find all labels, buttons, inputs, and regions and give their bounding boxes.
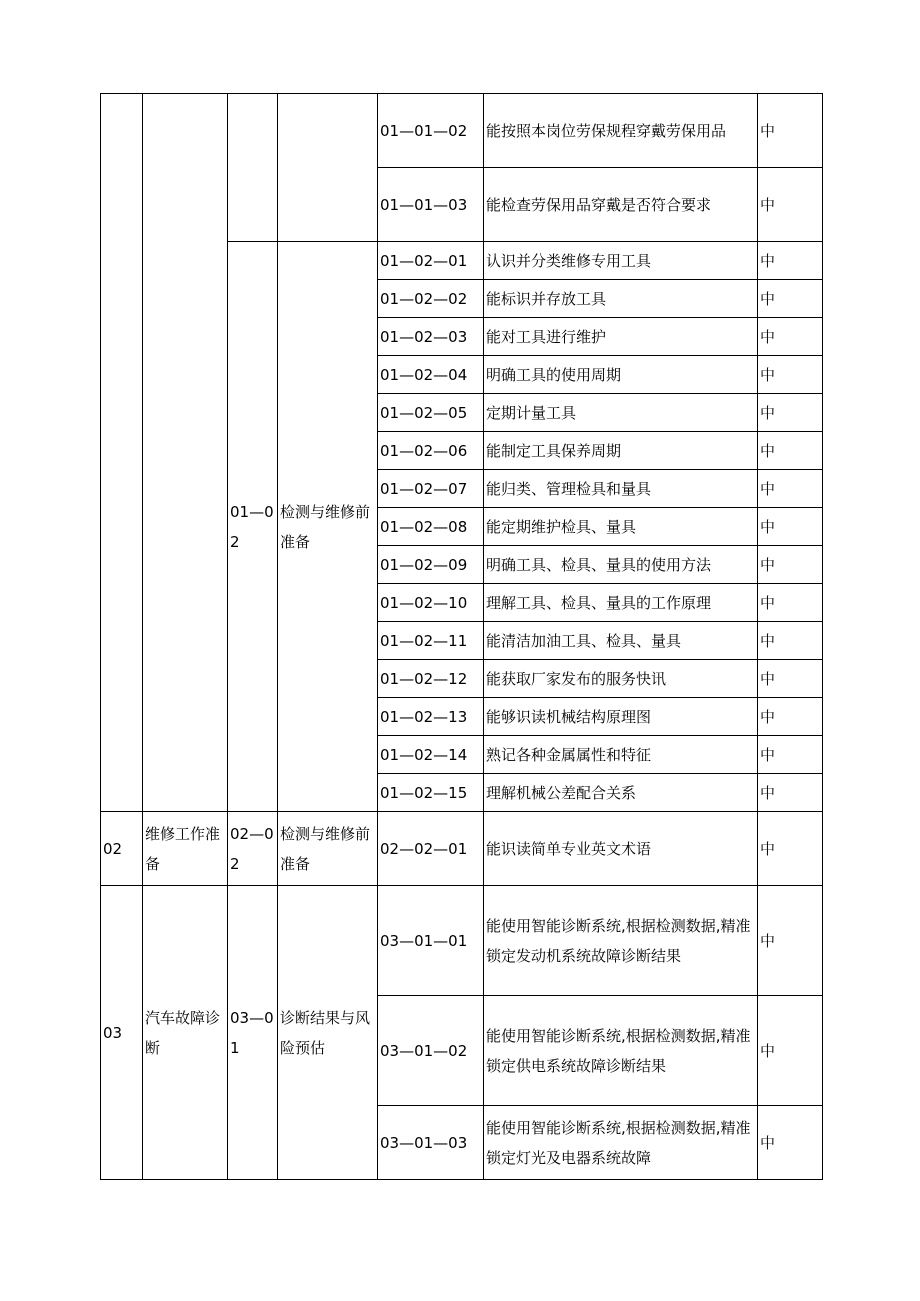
item-desc: 认识并分类维修专用工具 <box>484 242 758 280</box>
module-name-cell: 维修工作准备 <box>143 812 228 886</box>
item-code: 03—01—02 <box>378 996 484 1106</box>
item-level: 中 <box>758 546 823 584</box>
item-code: 02—02—01 <box>378 812 484 886</box>
item-desc: 能使用智能诊断系统,根据检测数据,精准锁定发动机系统故障诊断结果 <box>484 886 758 996</box>
unit-name-cell: 诊断结果与风险预估 <box>278 886 378 1180</box>
item-desc: 能使用智能诊断系统,根据检测数据,精准锁定供电系统故障诊断结果 <box>484 996 758 1106</box>
item-code: 01—02—08 <box>378 508 484 546</box>
item-code: 01—02—01 <box>378 242 484 280</box>
item-code: 01—02—07 <box>378 470 484 508</box>
module-name-cell: 汽车故障诊断 <box>143 886 228 1180</box>
item-code: 03—01—03 <box>378 1106 484 1180</box>
item-desc: 熟记各种金属属性和特征 <box>484 736 758 774</box>
item-code: 01—02—14 <box>378 736 484 774</box>
item-code: 01—02—15 <box>378 774 484 812</box>
item-desc: 能够识读机械结构原理图 <box>484 698 758 736</box>
unit-code-cell: 03—01 <box>228 886 278 1180</box>
item-level: 中 <box>758 774 823 812</box>
item-desc: 能归类、管理检具和量具 <box>484 470 758 508</box>
item-desc: 理解机械公差配合关系 <box>484 774 758 812</box>
item-desc: 明确工具的使用周期 <box>484 356 758 394</box>
item-level: 中 <box>758 318 823 356</box>
item-desc: 能使用智能诊断系统,根据检测数据,精准锁定灯光及电器系统故障 <box>484 1106 758 1180</box>
item-desc: 能定期维护检具、量具 <box>484 508 758 546</box>
unit-name-cell: 检测与维修前准备 <box>278 812 378 886</box>
item-level: 中 <box>758 94 823 168</box>
item-code: 01—02—12 <box>378 660 484 698</box>
item-level: 中 <box>758 242 823 280</box>
item-code: 01—02—02 <box>378 280 484 318</box>
item-desc: 理解工具、检具、量具的工作原理 <box>484 584 758 622</box>
item-code: 01—02—09 <box>378 546 484 584</box>
item-level: 中 <box>758 470 823 508</box>
unit-name-cell: 检测与维修前准备 <box>278 242 378 812</box>
item-code: 01—02—10 <box>378 584 484 622</box>
item-desc: 定期计量工具 <box>484 394 758 432</box>
item-level: 中 <box>758 660 823 698</box>
item-code: 01—02—05 <box>378 394 484 432</box>
item-code: 03—01—01 <box>378 886 484 996</box>
module-code-cell: 03 <box>101 886 143 1180</box>
item-level: 中 <box>758 886 823 996</box>
item-desc: 能制定工具保养周期 <box>484 432 758 470</box>
table-row <box>101 94 823 168</box>
item-desc: 能按照本岗位劳保规程穿戴劳保用品 <box>484 94 758 168</box>
unit-code-cell: 01—02 <box>228 242 278 812</box>
item-level: 中 <box>758 432 823 470</box>
item-code: 01—01—02 <box>378 94 484 168</box>
item-level: 中 <box>758 394 823 432</box>
item-level: 中 <box>758 812 823 886</box>
unit-name-cell <box>278 94 378 242</box>
item-desc: 能获取厂家发布的服务快讯 <box>484 660 758 698</box>
table-row <box>101 886 823 996</box>
item-desc: 能清洁加油工具、检具、量具 <box>484 622 758 660</box>
competency-table <box>100 93 823 1180</box>
item-desc: 能对工具进行维护 <box>484 318 758 356</box>
item-code: 01—02—11 <box>378 622 484 660</box>
unit-code-cell <box>228 94 278 242</box>
item-desc: 能检查劳保用品穿戴是否符合要求 <box>484 168 758 242</box>
item-code: 01—02—04 <box>378 356 484 394</box>
item-level: 中 <box>758 280 823 318</box>
module-name-cell <box>143 94 228 812</box>
item-level: 中 <box>758 584 823 622</box>
table-row <box>101 812 823 886</box>
item-level: 中 <box>758 168 823 242</box>
item-desc: 能识读简单专业英文术语 <box>484 812 758 886</box>
item-desc: 明确工具、检具、量具的使用方法 <box>484 546 758 584</box>
item-code: 01—01—03 <box>378 168 484 242</box>
module-code-cell <box>101 94 143 812</box>
unit-code-cell: 02—02 <box>228 812 278 886</box>
item-level: 中 <box>758 508 823 546</box>
item-level: 中 <box>758 736 823 774</box>
item-code: 01—02—03 <box>378 318 484 356</box>
item-level: 中 <box>758 996 823 1106</box>
item-code: 01—02—06 <box>378 432 484 470</box>
item-desc: 能标识并存放工具 <box>484 280 758 318</box>
item-level: 中 <box>758 622 823 660</box>
item-level: 中 <box>758 356 823 394</box>
module-code-cell: 02 <box>101 812 143 886</box>
item-level: 中 <box>758 698 823 736</box>
item-level: 中 <box>758 1106 823 1180</box>
item-code: 01—02—13 <box>378 698 484 736</box>
